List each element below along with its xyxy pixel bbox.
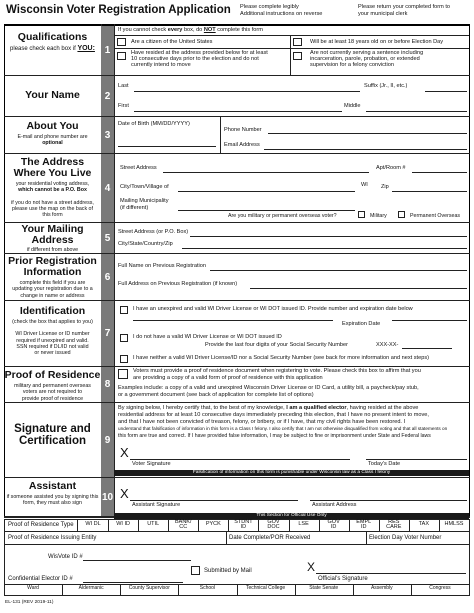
assistant-address-label: Assistant Address bbox=[312, 502, 357, 508]
confidential-id-field[interactable] bbox=[83, 582, 183, 583]
divider bbox=[258, 519, 259, 531]
por-type-option[interactable]: LSE bbox=[298, 521, 309, 527]
desc-text: please check each box if bbox=[10, 46, 76, 53]
section-title-2: Certification bbox=[18, 435, 87, 448]
suffix-field[interactable] bbox=[425, 91, 467, 92]
age-label: Will be at least 18 years old on or before Election Day bbox=[310, 39, 444, 45]
district-field[interactable]: County Supervisor bbox=[128, 585, 170, 591]
intro-not: NOT bbox=[203, 27, 216, 33]
ssn-label: Provide the last four digits of your Social Security Number bbox=[205, 342, 349, 348]
identification-label bbox=[4, 306, 101, 357]
mailing-street-field[interactable] bbox=[190, 236, 467, 237]
prior-address-field[interactable] bbox=[250, 288, 467, 289]
certification-line-4: understand that falsification of information in this form is a Class I felony. I also certify that I am not otherwise disqualified from voting and that all statements on bbox=[118, 426, 448, 431]
apt-field[interactable] bbox=[412, 172, 467, 173]
felony-label-1: Are not currently serving a sentence including bbox=[310, 50, 424, 56]
district-field[interactable]: Congress bbox=[429, 585, 451, 591]
resided-label-3: currently intend to move bbox=[131, 62, 191, 68]
assistant-signature-field[interactable] bbox=[130, 500, 298, 501]
por-type-label: Proof of Residence Type bbox=[8, 522, 74, 528]
divider bbox=[4, 531, 470, 532]
section-title-2: Where You Live bbox=[13, 167, 92, 180]
election-day-label: Election Day Voter Number bbox=[369, 535, 442, 541]
first-name-label: First bbox=[118, 103, 129, 109]
last-name-label: Last bbox=[118, 83, 129, 89]
official-signature-x: X bbox=[307, 560, 316, 574]
confidential-id-label: Confidential Elector ID # bbox=[8, 576, 73, 582]
todays-date-label: Today's Date bbox=[368, 461, 401, 467]
felony-label-2: incarceration, parole, probation, or extended bbox=[310, 56, 420, 62]
divider bbox=[198, 519, 199, 531]
city-label: City/Town/Village of bbox=[120, 184, 169, 190]
section-desc-bold: which cannot be a P.O. Box bbox=[18, 187, 87, 194]
military-question: Are you military or permanent overseas voter? bbox=[228, 213, 337, 219]
section-title: Qualifications bbox=[17, 31, 88, 43]
section-number: 6 bbox=[101, 254, 114, 300]
cert-text: By signing below, I hereby certify that, to the best of my knowledge, bbox=[118, 405, 287, 411]
wisvote-label: WisVote ID # bbox=[48, 554, 83, 560]
section-number: 3 bbox=[101, 117, 114, 153]
qualifications-intro bbox=[118, 28, 263, 34]
submitted-by-mail-checkbox[interactable] bbox=[191, 566, 200, 575]
suffix-label: Suffix (Jr., II, etc.) bbox=[364, 83, 408, 89]
assistant-address-field[interactable] bbox=[310, 500, 467, 501]
section-title: Identification bbox=[19, 305, 86, 317]
wisvote-field[interactable] bbox=[83, 560, 191, 561]
divider bbox=[138, 519, 139, 531]
header-note-return: Please return your completed form to bbox=[358, 4, 451, 10]
section-number: 2 bbox=[101, 76, 114, 116]
number-column-divider bbox=[114, 24, 115, 518]
proof-text-3: Examples include: a copy of a valid and unexpired Wisconsin Driver License or ID Card, a utility bill, a paycheck/pay stub, bbox=[118, 385, 419, 391]
apt-label: Apt/Room # bbox=[376, 165, 406, 171]
email-label: Email Address bbox=[224, 142, 260, 148]
section-desc: if different from above bbox=[26, 247, 79, 254]
section-number: 1 bbox=[101, 26, 114, 75]
section-desc: this form bbox=[42, 212, 63, 219]
por-type-option[interactable]: BANK/ CC bbox=[174, 518, 192, 531]
section-desc-bold: optional bbox=[42, 140, 63, 147]
resided-label-1: Have resided at the address provided below for at least bbox=[131, 50, 268, 56]
por-type-option[interactable]: GOV ID bbox=[327, 518, 340, 531]
section-title-2: Information bbox=[23, 266, 82, 279]
section-desc bbox=[4, 45, 101, 53]
zip-label: Zip bbox=[381, 184, 389, 190]
section-desc: or never issued bbox=[34, 350, 71, 357]
divider bbox=[114, 48, 469, 49]
proof-text-1: Voters must provide a proof of residence document when registering to vote. Please check this box to affirm that you bbox=[133, 368, 421, 374]
proof-of-residence-label bbox=[4, 370, 101, 402]
no-id-label: I do not have a valid WI Driver License or WI DOT issued ID bbox=[133, 334, 282, 340]
proof-text-2: are providing a copy of a valid form of proof of residence with this application bbox=[133, 375, 323, 381]
form-title: Wisconsin Voter Registration Application bbox=[6, 4, 231, 16]
mailing-municipality-label-1: Mailing Municipality bbox=[120, 198, 169, 204]
por-type-option[interactable]: GOV DOC bbox=[267, 518, 280, 531]
certification-line-1 bbox=[118, 406, 418, 412]
felony-warning-banner: Falsification of information on this form is punishable under Wisconsin law as a Class I felony bbox=[114, 470, 469, 476]
mailing-address-label bbox=[4, 224, 101, 253]
district-field[interactable]: School bbox=[199, 585, 216, 591]
divider bbox=[4, 75, 470, 76]
todays-date-field[interactable] bbox=[366, 459, 467, 460]
divider bbox=[4, 300, 470, 301]
official-signature-field[interactable] bbox=[316, 573, 466, 574]
overseas-checkbox[interactable] bbox=[398, 211, 405, 218]
section-title: Proof of Residence bbox=[4, 369, 101, 381]
divider bbox=[108, 519, 109, 531]
voter-signature-label: Voter Signature bbox=[132, 461, 171, 467]
signature-label bbox=[4, 423, 101, 447]
mailing-city-label: City/State/Country/Zip bbox=[118, 241, 173, 247]
divider bbox=[4, 477, 470, 478]
dob-label: Date of Birth (MM/DD/YYYY) bbox=[118, 121, 190, 127]
name-label bbox=[4, 90, 101, 101]
section-desc: E-mail and phone number are bbox=[17, 134, 88, 141]
divider bbox=[237, 584, 238, 596]
first-name-field[interactable] bbox=[134, 111, 342, 112]
dob-field[interactable] bbox=[118, 146, 216, 147]
section-desc: (check the box that applies to you) bbox=[12, 319, 93, 326]
voter-signature-x: X bbox=[120, 445, 129, 460]
prior-name-label: Full Name on Previous Registration bbox=[118, 263, 206, 269]
section-title-1: The Address bbox=[20, 156, 85, 168]
citizen-checkbox[interactable] bbox=[117, 38, 126, 46]
section-desc: voters are not required to bbox=[22, 389, 83, 396]
assistant-signature-x: X bbox=[120, 486, 129, 501]
citizen-label: Are a citizen of the United States bbox=[131, 39, 213, 45]
frame-top bbox=[4, 24, 470, 26]
section-number: 9 bbox=[101, 403, 114, 477]
street-label: Street Address bbox=[120, 165, 157, 171]
divider bbox=[226, 531, 227, 544]
mailing-city-field[interactable] bbox=[182, 248, 467, 249]
no-id-checkbox[interactable] bbox=[120, 334, 128, 342]
divider bbox=[220, 117, 221, 153]
section-desc: form, they must also sign bbox=[23, 500, 82, 507]
divider bbox=[319, 519, 320, 531]
certification-line-5: this form are true and correct. If I have provided false information, I may be subject to fine or imprisonment under State and Federal laws bbox=[118, 433, 431, 439]
felony-checkbox[interactable] bbox=[293, 52, 302, 60]
assistant-label bbox=[4, 481, 101, 507]
section-title-1: Signature and bbox=[14, 423, 91, 435]
section-number: 7 bbox=[101, 301, 114, 366]
section-title-2: Address bbox=[31, 234, 74, 247]
has-id-label: I have an unexpired and valid WI Driver License or WI DOT issued ID. Provide number and expiration date below bbox=[133, 306, 413, 312]
section-desc: SSN required if DL/ID not valid bbox=[16, 344, 89, 351]
por-entity-label: Proof of Residence Issuing Entity bbox=[8, 535, 97, 541]
section-desc: provide proof of residence bbox=[21, 395, 84, 402]
mailing-municipality-field[interactable] bbox=[178, 210, 355, 211]
por-type-option[interactable]: TAX bbox=[418, 521, 430, 527]
felony-label-3: supervision for a felony conviction bbox=[310, 62, 394, 68]
middle-name-label: Middle bbox=[344, 103, 361, 109]
neither-checkbox[interactable] bbox=[120, 355, 128, 363]
intro-text: box, do bbox=[182, 27, 204, 33]
about-you-label bbox=[4, 121, 101, 147]
certification-line-3: and that I have not been convicted of treason, felony, or bribery, or if I have, that my civil rights have been restored. I bbox=[118, 419, 406, 425]
divider bbox=[168, 519, 169, 531]
divider bbox=[228, 519, 229, 531]
divider bbox=[439, 519, 440, 531]
header-note-reverse: Additional instructions on reverse bbox=[240, 11, 323, 17]
city-field[interactable] bbox=[178, 191, 355, 192]
divider bbox=[62, 584, 63, 596]
form-id: EL-131 (REV 2019-11) bbox=[5, 600, 54, 605]
divider bbox=[295, 584, 296, 596]
section-title: Assistant bbox=[28, 480, 77, 492]
header-note-clerk: your municipal clerk bbox=[358, 11, 408, 17]
divider bbox=[349, 519, 350, 531]
section-desc: if you do not have a street address, bbox=[11, 199, 94, 206]
divider bbox=[4, 153, 470, 154]
divider bbox=[379, 519, 380, 531]
date-complete-label: Date Complete/POR Received bbox=[229, 535, 311, 541]
divider bbox=[4, 116, 470, 117]
mailing-municipality-label-2: (if different) bbox=[120, 205, 149, 211]
section-number: 4 bbox=[101, 154, 114, 222]
section-desc: complete this field if you are bbox=[19, 280, 86, 287]
header-note-legibly: Please complete legibly bbox=[240, 4, 299, 10]
resided-checkbox[interactable] bbox=[117, 52, 126, 60]
intro-text: If you cannot check bbox=[118, 27, 168, 33]
ssn-field[interactable] bbox=[402, 348, 452, 349]
section-title-1: Your Mailing bbox=[21, 223, 84, 235]
submitted-by-mail-label: Submitted by Mail bbox=[204, 568, 252, 574]
divider bbox=[120, 584, 121, 596]
cert-qualified: I am a qualified elector bbox=[286, 405, 347, 411]
por-type-option[interactable]: HMLSS bbox=[444, 521, 464, 527]
por-type-option[interactable]: WI ID bbox=[116, 521, 130, 527]
military-checkbox[interactable] bbox=[358, 211, 365, 218]
prior-address-label: Full Address on Previous Registration (if known) bbox=[118, 281, 238, 287]
district-field[interactable]: State Senate bbox=[309, 585, 339, 591]
por-type-option[interactable]: WI DL bbox=[85, 521, 101, 527]
section-desc: if someone assisted you by signing this bbox=[6, 494, 99, 501]
district-field[interactable]: Ward bbox=[27, 585, 39, 591]
section-desc: updating your registration due to a bbox=[12, 286, 93, 293]
section-title: About You bbox=[26, 120, 79, 132]
neither-label: I have neither a valid WI Driver License/ID nor a Social Security Number (see back for more information and next steps) bbox=[133, 355, 429, 361]
has-id-checkbox[interactable] bbox=[120, 306, 128, 314]
zip-field[interactable] bbox=[392, 191, 467, 192]
divider bbox=[4, 366, 470, 367]
section-title: Your Name bbox=[25, 89, 80, 101]
por-type-option[interactable]: UTIL bbox=[147, 521, 160, 527]
official-use-banner: This Section for Official Use Only bbox=[114, 513, 469, 519]
section-desc: please use the map on the back of bbox=[12, 206, 93, 213]
divider bbox=[409, 519, 410, 531]
divider bbox=[411, 584, 412, 596]
age-checkbox[interactable] bbox=[293, 38, 302, 46]
frame-right bbox=[469, 24, 470, 518]
section-desc: WI Driver License or ID number bbox=[15, 331, 90, 338]
section-desc: your residential voting address, bbox=[15, 181, 90, 188]
email-field[interactable] bbox=[264, 149, 467, 150]
id-number-field[interactable] bbox=[133, 320, 333, 321]
district-field[interactable]: Technical College bbox=[245, 585, 286, 591]
expiration-date-label: Expiration Date bbox=[342, 321, 381, 327]
section-desc: change in name or address bbox=[20, 292, 85, 299]
divider bbox=[366, 531, 367, 544]
overseas-label: Permanent Overseas bbox=[410, 213, 461, 219]
por-type-option[interactable]: RES CARE bbox=[386, 518, 402, 531]
state-label: WI bbox=[361, 182, 368, 188]
last-name-field[interactable] bbox=[134, 91, 360, 92]
mailing-street-label: Street Address (or P.O. Box) bbox=[118, 229, 189, 235]
certification-line-2: residential address for at least 10 consecutive days immediately preceding this election, that I have no present intent to move, bbox=[118, 412, 429, 418]
proof-text-4: or a government document (see back of application for complete list of options) bbox=[118, 392, 314, 398]
military-label: Military bbox=[370, 213, 387, 219]
section-number: 5 bbox=[101, 223, 114, 253]
section-title-1: Prior Registration bbox=[8, 255, 97, 267]
official-signature-label: Official's Signature bbox=[318, 576, 368, 582]
phone-label: Phone Number bbox=[224, 127, 262, 133]
proof-residence-checkbox[interactable] bbox=[118, 369, 128, 379]
ssn-mask: XXX-XX- bbox=[376, 342, 399, 348]
divider bbox=[4, 402, 470, 403]
resided-label-2: 10 consecutive days prior to the election and do not bbox=[131, 56, 259, 62]
desc-you: YOU: bbox=[77, 45, 95, 53]
district-field[interactable]: Aldermanic bbox=[78, 585, 104, 591]
section-number: 10 bbox=[101, 478, 114, 516]
section-desc: military and permanent overseas bbox=[14, 383, 91, 390]
phone-field[interactable] bbox=[268, 133, 467, 134]
street-field[interactable] bbox=[163, 172, 369, 173]
por-type-option[interactable]: PYCK bbox=[205, 521, 221, 527]
expiration-date-field[interactable] bbox=[392, 320, 467, 321]
divider bbox=[353, 584, 354, 596]
por-type-option[interactable]: EMPL ID bbox=[356, 518, 372, 531]
voter-signature-field[interactable] bbox=[130, 459, 350, 460]
section-desc: required if unexpired and valid. bbox=[16, 337, 89, 344]
divider bbox=[4, 544, 470, 545]
intro-every: every bbox=[167, 27, 183, 33]
assistant-signature-label: Assistant Signature bbox=[132, 502, 181, 508]
divider bbox=[290, 35, 291, 75]
prior-name-field[interactable] bbox=[210, 270, 467, 271]
cert-text: , having resided at the above bbox=[346, 405, 419, 411]
divider bbox=[178, 584, 179, 596]
por-type-option[interactable]: STDNT ID bbox=[234, 518, 253, 531]
district-field[interactable]: Assembly bbox=[370, 585, 393, 591]
divider bbox=[114, 35, 469, 36]
qualifications-label bbox=[4, 32, 101, 53]
section-number: 8 bbox=[101, 367, 114, 402]
divider bbox=[289, 519, 290, 531]
middle-name-field[interactable] bbox=[366, 111, 467, 112]
intro-text: complete this form bbox=[215, 27, 263, 33]
prior-registration-label bbox=[4, 256, 101, 299]
address-label bbox=[4, 157, 101, 219]
